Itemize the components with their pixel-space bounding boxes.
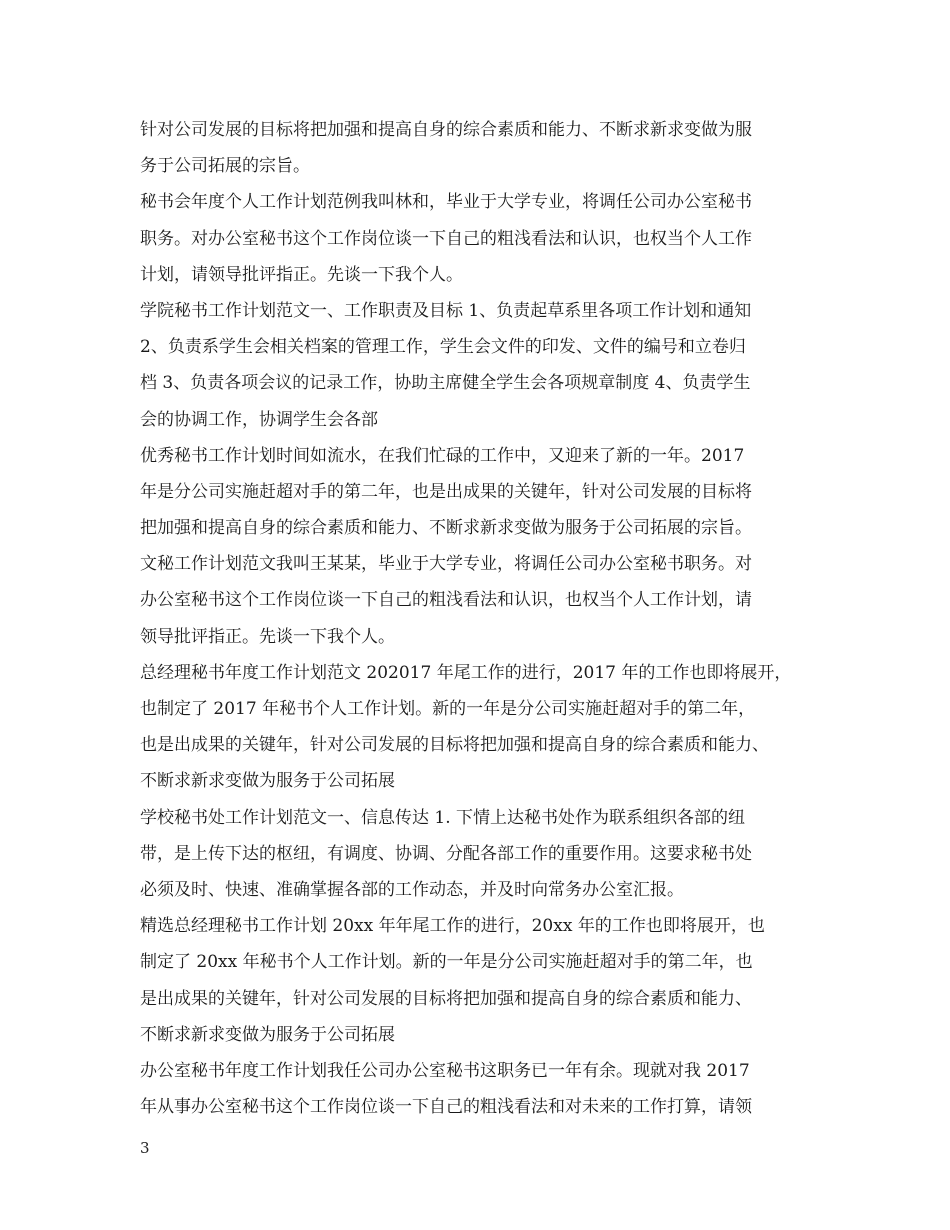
document-body [140, 112, 830, 1125]
text-line: 领导批评指正。先谈一下我个人。 [140, 626, 395, 647]
text-line: 带，是上传下达的枢纽，有调度、协调、分配各部工作的重要作用。这要求秘书处 [140, 843, 752, 864]
text-line: 把加强和提高自身的综合素质和能力、不断求新求变做为服务于公司拓展的宗旨。 [140, 518, 752, 539]
text-line: 是出成果的关键年，针对公司发展的目标将把加强和提高自身的综合素质和能力、 [140, 988, 752, 1009]
text-line: 会的协调工作，协调学生会各部 [140, 409, 378, 430]
text-line: 不断求新求变做为服务于公司拓展 [140, 1024, 395, 1045]
text-line: 学院秘书工作计划范文一、工作职责及目标 1、负责起草系里各项工作计划和通知 [140, 300, 752, 321]
text-line: 秘书会年度个人工作计划范例我叫林和，毕业于大学专业，将调任公司办公室秘书 [140, 192, 752, 213]
text-line: 计划，请领导批评指正。先谈一下我个人。 [140, 264, 463, 285]
text-line: 文秘工作计划范文我叫王某某，毕业于大学专业，将调任公司办公室秘书职务。对 [140, 554, 752, 575]
text-line: 总经理秘书年度工作计划范文 202017 年尾工作的进行，2017 年的工作也即将展开， [140, 662, 792, 683]
text-line: 2、负责系学生会相关档案的管理工作，学生会文件的印发、文件的编号和立卷归 [140, 337, 746, 358]
page-number: 3 [140, 1139, 150, 1157]
text-line: 优秀秘书工作计划时间如流水，在我们忙碌的工作中，又迎来了新的一年。2017 [140, 445, 745, 466]
text-line: 年从事办公室秘书这个工作岗位谈一下自己的粗浅看法和对未来的工作打算，请领 [140, 1097, 752, 1118]
text-line: 也制定了 2017 年秘书个人工作计划。新的一年是分公司实施赶超对手的第二年， [140, 699, 756, 719]
text-line: 职务。对办公室秘书这个工作岗位谈一下自己的粗浅看法和认识，也权当个人工作 [140, 228, 752, 249]
text-line: 精选总经理秘书工作计划 20xx 年年尾工作的进行，20xx 年的工作也即将展开，也 [140, 916, 765, 937]
text-line: 针对公司发展的目标将把加强和提高自身的综合素质和能力、不断求新求变做为服 [140, 120, 752, 140]
text-line: 年是分公司实施赶超对手的第二年，也是出成果的关键年，针对公司发展的目标将 [140, 481, 752, 502]
text-line: 学校秘书处工作计划范文一、信息传达 1. 下情上达秘书处作为联系组织各部的纽 [140, 807, 746, 828]
text-line: 办公室秘书年度工作计划我任公司办公室秘书这职务已一年有余。现就对我 2017 [140, 1060, 750, 1081]
text-line: 必须及时、快速、准确掌握各部的工作动态，并及时向常务办公室汇报。 [140, 879, 684, 900]
text-line: 档 3、负责各项会议的记录工作，协助主席健全学生会各项规章制度 4、负责学生 [140, 373, 751, 394]
text-line: 制定了 20xx 年秘书个人工作计划。新的一年是分公司实施赶超对手的第二年，也 [140, 952, 753, 973]
text-line: 也是出成果的关键年，针对公司发展的目标将把加强和提高自身的综合素质和能力、 [140, 735, 769, 756]
text-line: 务于公司拓展的宗旨。 [140, 156, 310, 177]
text-line: 不断求新求变做为服务于公司拓展 [140, 771, 395, 792]
text-line: 办公室秘书这个工作岗位谈一下自己的粗浅看法和认识，也权当个人工作计划，请 [140, 590, 752, 611]
